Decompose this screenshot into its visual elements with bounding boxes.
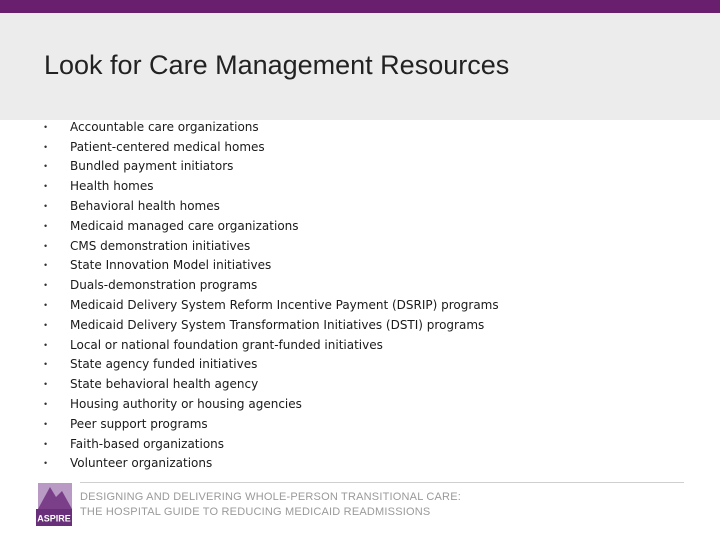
list-item xyxy=(44,355,499,375)
list-item-text: State agency funded initiatives xyxy=(70,357,258,372)
footer-line-1: DESIGNING AND DELIVERING WHOLE-PERSON TRANSITIONAL CARE: xyxy=(80,491,461,503)
list-item-text: Accountable care organizations xyxy=(70,119,259,134)
logo-text: ASPIRE xyxy=(37,513,71,524)
bullet-icon: • xyxy=(44,240,48,251)
list-item xyxy=(44,394,499,414)
slide-title: Look for Care Management Resources xyxy=(44,50,510,80)
list-item-text: Medicaid Delivery System Reform Incentive Payment (DSRIP) programs xyxy=(70,298,499,313)
list-item xyxy=(44,335,499,355)
list-item-text: Housing authority or housing agencies xyxy=(70,397,302,412)
list-item xyxy=(44,236,499,256)
bullet-icon: • xyxy=(44,161,48,172)
list-item-text: Patient-centered medical homes xyxy=(70,139,265,154)
bullet-icon: • xyxy=(44,359,48,370)
list-item-text: Faith-based organizations xyxy=(70,436,225,451)
list-item xyxy=(44,454,499,474)
bullet-icon: • xyxy=(44,220,48,231)
list-item-text: Volunteer organizations xyxy=(70,456,213,471)
list-item xyxy=(44,275,499,295)
list-item-text: Behavioral health homes xyxy=(70,199,220,214)
aspire-logo xyxy=(36,483,72,526)
list-item-text: State behavioral health agency xyxy=(70,377,259,392)
bullet-icon: • xyxy=(44,181,48,192)
footer-caption xyxy=(80,490,461,520)
bullet-icon: • xyxy=(44,458,48,469)
bullet-icon: • xyxy=(44,121,48,132)
list-item xyxy=(44,196,499,216)
bullet-icon: • xyxy=(44,399,48,410)
list-item xyxy=(44,117,499,137)
top-accent-bar xyxy=(0,0,720,13)
list-item xyxy=(44,315,499,335)
list-item-text: Medicaid Delivery System Transformation Initiatives (DSTI) programs xyxy=(70,317,485,332)
bullet-list xyxy=(44,117,499,473)
list-item-text: Local or national foundation grant-funded initiatives xyxy=(70,337,383,352)
bullet-icon: • xyxy=(44,319,48,330)
list-item xyxy=(44,137,499,157)
footer-divider xyxy=(80,482,684,483)
bullet-icon: • xyxy=(44,280,48,291)
bullet-icon: • xyxy=(44,260,48,271)
list-item-text: CMS demonstration initiatives xyxy=(70,238,251,253)
footer-line-2: THE HOSPITAL GUIDE TO REDUCING MEDICAID READMISSIONS xyxy=(80,506,431,518)
list-item-text: State Innovation Model initiatives xyxy=(70,258,272,273)
bullet-icon: • xyxy=(44,438,48,449)
list-item-text: Medicaid managed care organizations xyxy=(70,218,299,233)
list-item xyxy=(44,414,499,434)
list-item xyxy=(44,157,499,177)
bullet-icon: • xyxy=(44,300,48,311)
bullet-icon: • xyxy=(44,141,48,152)
list-item-text: Bundled payment initiators xyxy=(70,159,234,174)
bullet-icon: • xyxy=(44,379,48,390)
list-item xyxy=(44,374,499,394)
list-item xyxy=(44,256,499,276)
bullet-icon: • xyxy=(44,418,48,429)
list-item-text: Health homes xyxy=(70,179,154,194)
bullet-icon: • xyxy=(44,201,48,212)
list-item xyxy=(44,216,499,236)
list-item xyxy=(44,176,499,196)
list-item xyxy=(44,295,499,315)
list-item-text: Peer support programs xyxy=(70,416,208,431)
list-item-text: Duals-demonstration programs xyxy=(70,278,258,293)
list-item xyxy=(44,434,499,454)
bullet-icon: • xyxy=(44,339,48,350)
